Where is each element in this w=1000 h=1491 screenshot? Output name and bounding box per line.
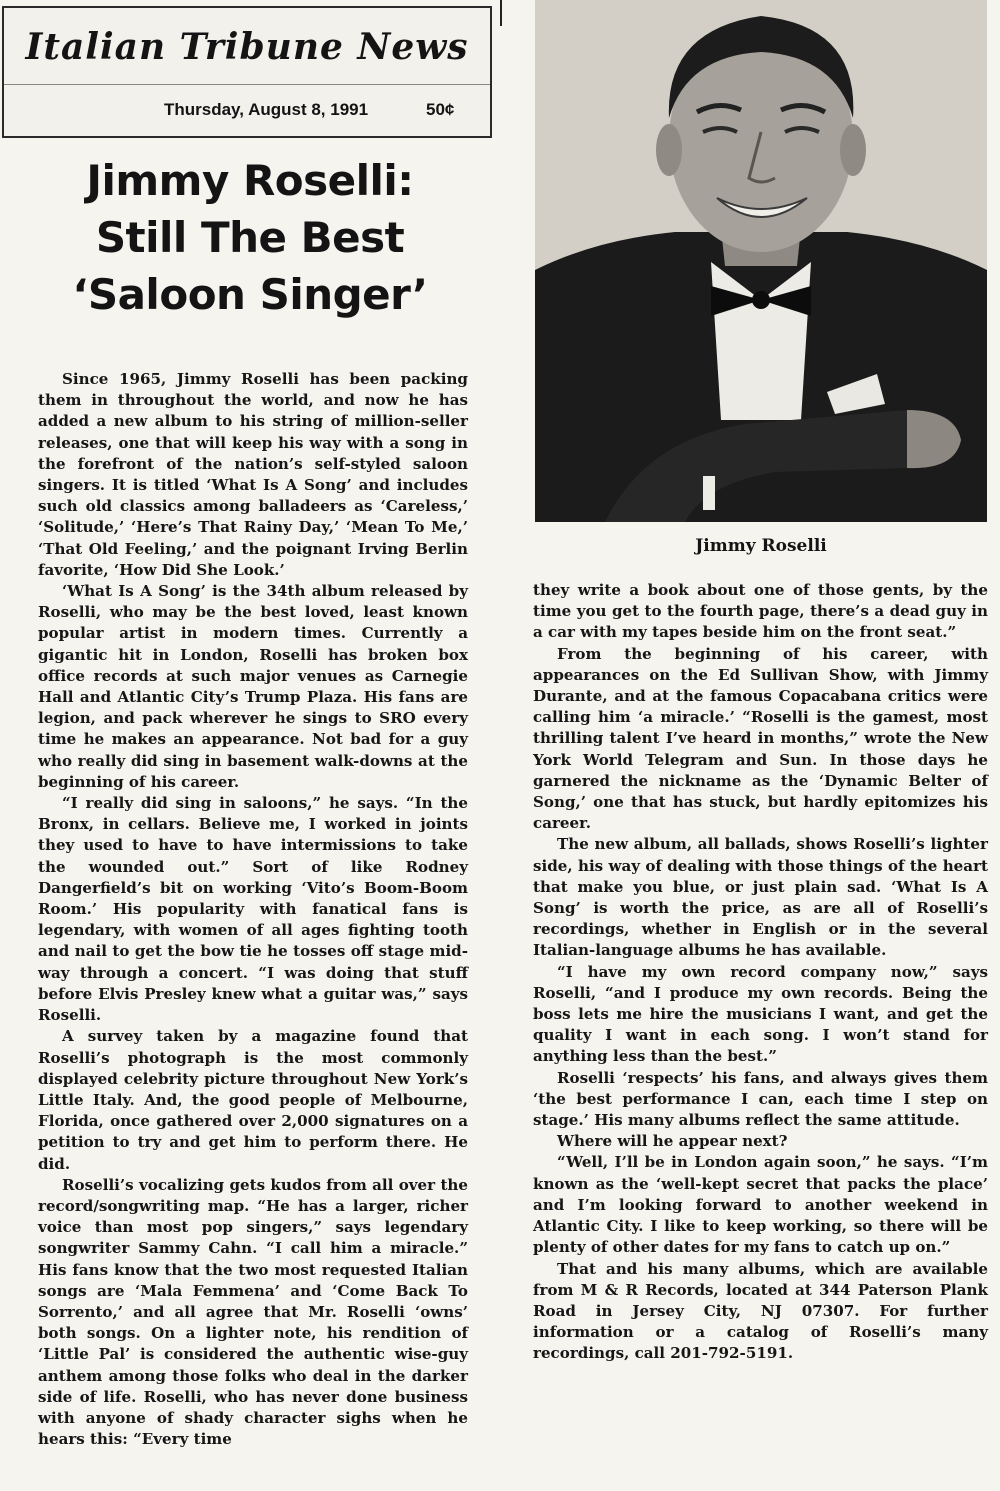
paragraph: “I have my own record company now,” says Roselli, “and I produce my own records. Being the boss lets me hire the musicians I want, and get the quality I want in each song. I won’t stand for anything less than the best.” bbox=[533, 962, 988, 1066]
issue-price: 50¢ bbox=[426, 100, 455, 119]
paragraph: Where will he appear next? bbox=[557, 1132, 788, 1151]
paragraph: ‘What Is A Song’ is the 34th album released by Roselli, who may be the best loved, least known popular artist in modern times. Currently a gigantic hit in London, Roselli has broken box office records at such major venues as Carnegie Hall and Atlantic City’s Trump Plaza. His fans are legion, and pack wherever he sings to SRO every time he makes an appearance. Not bad for a guy who really did sing in basement walk-downs at the beginning of his career. bbox=[38, 582, 468, 791]
article-headline bbox=[30, 152, 470, 323]
portrait-photo bbox=[535, 0, 987, 522]
portrait-illustration bbox=[535, 0, 987, 522]
paragraph: Since 1965, Jimmy Roselli has been packing them in throughout the world, and now he has added a new album to his string of million-seller releases, one that will keep his way with a song in the forefront of the nation’s self-styled saloon singers. It is titled ‘What Is A Song’ and includes such old classics among balladeers as ‘Careless,’ ‘Solitude,’ ‘Here’s That Rainy Day,’ ‘Mean To Me,’ ‘That Old Feeling,’ and the poignant Irving Berlin favorite, ‘How Did She Look.’ bbox=[38, 370, 468, 579]
article-column-right bbox=[533, 580, 988, 1365]
paragraph: they write a book about one of those gents, by the time you get to the fourth page, there’s a dead guy in a car with my tapes beside him on the front seat.” bbox=[533, 581, 988, 642]
masthead-rule bbox=[4, 84, 490, 85]
column-divider-mark bbox=[500, 0, 502, 26]
article-column-left bbox=[38, 369, 468, 1450]
paragraph: “I really did sing in saloons,” he says. “In the Bronx, in cellars. Believe me, I worked in joints they used to have to have intermissions to take the wounded out.” Sort of like Rodney Dangerfield’s bit on working ‘Vito’s Boom-Boom Room.’ His popularity with fanatical fans is legendary, with women of all ages fighting tooth and nail to get the bow tie he tosses off stage mid-way through a concert. “I was doing that stuff before Elvis Presley knew what a guitar was,” says Roselli. bbox=[38, 794, 468, 1025]
paragraph: From the beginning of his career, with appearances on the Ed Sullivan Show, with Jimmy Durante, and at the famous Copacabana critics were calling him ‘a miracle.’ “Roselli is the gamest, most thrilling talent I’ve heard in months,” wrote the New York World Telegram and Sun. In those days he garnered the nickname as the ‘Dynamic Belter of Song,’ one that has stuck, but hardly epitomizes his career. bbox=[533, 644, 988, 833]
masthead bbox=[2, 6, 492, 138]
paragraph: A survey taken by a magazine found that Roselli’s photograph is the most commonly displayed celebrity picture throughout New York’s Little Italy. And, the good people of Melbourne, Florida, once gathered over 2,000 signatures on a petition to try and get him to perform there. He did. bbox=[38, 1027, 468, 1173]
headline-line-3: ‘Saloon Singer’ bbox=[72, 270, 428, 319]
newspaper-name: Italian Tribune News bbox=[25, 26, 469, 68]
paragraph: Roselli’s vocalizing gets kudos from all over the record/songwriting map. “He has a larger, richer voice than most pop singers,” says legendary songwriter Sammy Cahn. “I call him a miracle.” His fans know that the two most requested Italian songs are ‘Mala Femmena’ and ‘Come Back To Sorrento,’ and all agree that Mr. Roselli ‘owns’ both songs. On a lighter note, his rendition of ‘Little Pal’ is considered the authentic wise-guy anthem among those folks who deal in the darker side of life. Roselli, who has never done business with anyone of shady character sighs when he hears this: “Every time bbox=[38, 1175, 468, 1449]
headline-line-1: Jimmy Roselli: bbox=[86, 156, 414, 205]
issue-date: Thursday, August 8, 1991 bbox=[164, 100, 369, 119]
photo-caption: Jimmy Roselli bbox=[695, 536, 827, 556]
headline-line-2: Still The Best bbox=[95, 213, 405, 262]
paragraph: The new album, all ballads, shows Roselli’s lighter side, his way of dealing with those things of the heart that make you blue, or just plain sad. ‘What Is A Song’ is worth the price, as are all of Roselli’s recordings, whether in English or in the several Italian-language albums he has available. bbox=[533, 835, 988, 960]
paragraph: “Well, I’ll be in London again soon,” he says. “I’m known as the ‘well-kept secret that packs the place’ and I’m looking forward to another weekend in Atlantic City. I like to keep working, so there will be plenty of other dates for my fans to catch up on.” bbox=[533, 1153, 988, 1257]
paragraph: Roselli ‘respects’ his fans, and always gives them ‘the best performance I can, each time I step on stage.’ His many albums reflect the same attitude. bbox=[533, 1068, 988, 1130]
paragraph: That and his many albums, which are available from M & R Records, located at 344 Paterson Plank Road in Jersey City, NJ 07307. For further information or a catalog of Roselli’s many recordings, call 201-792-5191. bbox=[533, 1259, 988, 1363]
